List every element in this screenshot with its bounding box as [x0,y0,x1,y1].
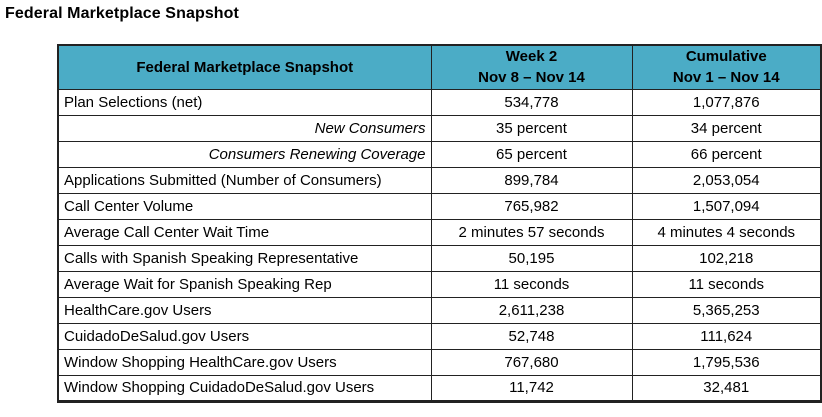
row-week2-value: 52,748 [431,323,632,349]
row-label: Applications Submitted (Number of Consumers) [58,167,431,193]
row-label: Plan Selections (net) [58,89,431,115]
table-row [58,245,821,271]
row-week2-value: 50,195 [431,245,632,271]
row-week2-value: 11,742 [431,375,632,401]
table-row [58,375,821,401]
row-week2-value: 534,778 [431,89,632,115]
header-cumulative-line2: Nov 1 – Nov 14 [672,69,780,87]
row-week2-value: 899,784 [431,167,632,193]
row-cumulative-value: 66 percent [632,141,821,167]
row-cumulative-value: 111,624 [632,323,821,349]
row-cumulative-value: 1,507,094 [632,193,821,219]
header-week2-line1: Week 2 [505,48,558,66]
row-week2-value: 35 percent [431,115,632,141]
row-cumulative-value: 11 seconds [632,271,821,297]
header-week2-line2: Nov 8 – Nov 14 [478,69,585,87]
row-week2-value: 765,982 [431,193,632,219]
row-week2-value: 65 percent [431,141,632,167]
row-label: Call Center Volume [58,193,431,219]
header-label-text: Federal Marketplace Snapshot [136,58,354,76]
header-cell-cumulative [632,45,821,89]
table-row [58,297,821,323]
row-cumulative-value: 32,481 [632,375,821,401]
row-label: Window Shopping HealthCare.gov Users [58,349,431,375]
row-label: CuidadoDeSalud.gov Users [58,323,431,349]
row-cumulative-value: 1,795,536 [632,349,821,375]
row-cumulative-value: 5,365,253 [632,297,821,323]
row-week2-value: 2,611,238 [431,297,632,323]
table-row [58,193,821,219]
header-cell-label [58,45,431,89]
table-row [58,89,821,115]
row-label: HealthCare.gov Users [58,297,431,323]
table-row [58,323,821,349]
row-week2-value: 11 seconds [431,271,632,297]
table-row [58,219,821,245]
header-cell-week2 [431,45,632,89]
header-cumulative-line1: Cumulative [685,48,767,66]
table-row [58,167,821,193]
row-cumulative-value: 1,077,876 [632,89,821,115]
table-row [58,271,821,297]
table-header [58,45,821,89]
table-row [58,141,821,167]
row-label: Window Shopping CuidadoDeSalud.gov Users [58,375,431,401]
row-cumulative-value: 2,053,054 [632,167,821,193]
page-title: Federal Marketplace Snapshot [5,5,239,22]
marketplace-snapshot-table [57,44,822,403]
row-label: Calls with Spanish Speaking Representative [58,245,431,271]
row-week2-value: 767,680 [431,349,632,375]
row-cumulative-value: 4 minutes 4 seconds [632,219,821,245]
row-label: Average Call Center Wait Time [58,219,431,245]
row-label: New Consumers [58,115,431,141]
table-row [58,349,821,375]
row-cumulative-value: 34 percent [632,115,821,141]
header-row [58,45,821,89]
table-body [58,89,821,401]
row-label: Average Wait for Spanish Speaking Rep [58,271,431,297]
row-label: Consumers Renewing Coverage [58,141,431,167]
row-cumulative-value: 102,218 [632,245,821,271]
table-row [58,115,821,141]
row-week2-value: 2 minutes 57 seconds [431,219,632,245]
